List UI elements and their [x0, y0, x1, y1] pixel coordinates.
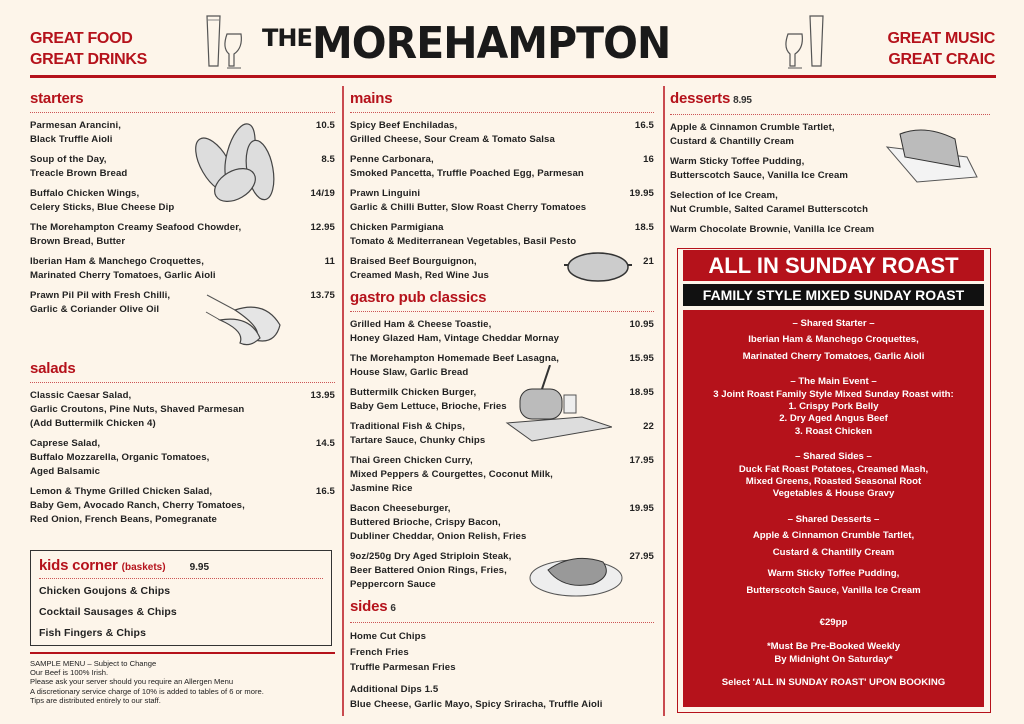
menu-item-description: Penne Carbonara, Smoked Pancetta, Truffle Poached Egg, Parmesan — [350, 154, 584, 179]
starters-section — [30, 90, 335, 323]
menu-item-description: Warm Chocolate Brownie, Vanilla Ice Cream — [670, 224, 875, 235]
menu-item-description: Apple & Cinnamon Crumble Tartlet, Custard & Chantilly Cream — [670, 122, 835, 147]
chicken-wings-illustration — [185, 115, 285, 210]
dotted-divider — [350, 622, 654, 623]
menu-item-description: Braised Beef Bourguignon, Creamed Mash, Red Wine Jus — [350, 256, 489, 281]
steak-illustration — [528, 548, 624, 600]
sunday-roast-subtitle: FAMILY STYLE MIXED SUNDAY ROAST — [683, 284, 984, 306]
menu-item-price: 10.5 — [315, 120, 335, 131]
menu-item-description: Grilled Ham & Cheese Toastie, Honey Glazed Ham, Vintage Cheddar Mornay — [350, 319, 560, 344]
menu-item-description: 9oz/250g Dry Aged Striploin Steak, Beer Battered Onion Rings, Fries, Peppercorn Sauce — [350, 551, 512, 590]
menu-item-description: The Morehampton Creamy Seafood Chowder, Brown Bread, Butter — [30, 222, 242, 247]
menu-item-price: 8.5 — [321, 154, 335, 165]
sunday-roast-price: €29pp — [819, 616, 848, 628]
menu-item-price: 21 — [643, 256, 654, 267]
menu-item-description: Classic Caesar Salad, Garlic Croutons, Pine Nuts, Shaved Parmesan (Add Buttermilk Chicken 4) — [30, 390, 245, 429]
menu-item — [350, 153, 654, 181]
menu-item — [30, 485, 335, 527]
dips-title: Additional Dips 1.5 — [350, 683, 439, 695]
menu-item-price: 18.5 — [634, 222, 654, 233]
dotted-divider — [30, 382, 335, 383]
menu-item — [350, 502, 654, 544]
desserts-price: 8.95 — [733, 95, 752, 106]
menu-item-price: 13.95 — [310, 390, 335, 401]
footer-notes: SAMPLE MENU – Subject to Change Our Beef is 100% Irish. Please ask your server should you require an Allergen Menu A discretionary service charge of 10% is added to tables of 6 or more. Tips are distributed entirely to our staff. — [30, 659, 264, 705]
list-item: Chicken Goujons & Chips — [39, 585, 171, 597]
right-tagline: GREAT MUSIC GREAT CRAIC — [887, 30, 995, 68]
section-title: gastro pub classics — [350, 289, 487, 306]
section-title: starters — [30, 90, 84, 107]
sunday-roast-details: – Shared Starter – Iberian Ham & Manchego Croquettes, Marinated Cherry Tomatoes, Garlic Aioli – The Main Event – 3 Joint Roast Family Style Mixed Sunday Roast with: 1. Crispy Pork Belly 2. Dry Aged Angus Beef 3. Roast Chicken – Shared Sides – Duck Fat Roast Potatoes, Creamed Mash, Mixed Greens, Roasted Seasonal Root Vegetables & House Gravy – Shared Desserts – Apple & Cinnamon Crumble Tartlet, Custard & Chantilly Cream Warm Sticky Toffee Pudding, Butterscotch Sauce, Vanilla Ice Cream €29pp *Must Be Pre-Booked Weekly By Midnight On Saturday* Select 'ALL IN SUNDAY ROAST' UPON BOOKING — [683, 310, 984, 707]
menu-item-description: Warm Sticky Toffee Pudding, Butterscotch Sauce, Vanilla Ice Cream — [670, 156, 849, 181]
menu-item-price: 15.95 — [629, 353, 654, 364]
section-title: salads — [30, 360, 76, 377]
menu-item-description: Bacon Cheeseburger, Buttered Brioche, Crispy Bacon, Dubliner Cheddar, Onion Relish, Fries — [350, 503, 527, 542]
menu-item-price: 17.95 — [629, 455, 654, 466]
menu-item — [670, 189, 990, 217]
dips-list: Blue Cheese, Garlic Mayo, Spicy Sriracha, Truffle Aioli — [350, 699, 603, 710]
left-tagline: GREAT FOOD GREAT DRINKS — [30, 30, 147, 68]
menu-item — [30, 389, 335, 431]
burger-illustration — [502, 365, 612, 445]
list-item: Home Cut Chips — [350, 631, 427, 642]
menu-item-description: Iberian Ham & Manchego Croquettes, Marinated Cherry Tomatoes, Garlic Aioli — [30, 256, 216, 281]
menu-item-description: Chicken Parmigiana Tomato & Mediterranean Vegetables, Basil Pesto — [350, 222, 577, 247]
menu-item-description: Caprese Salad, Buffalo Mozzarella, Organic Tomatoes, Aged Balsamic — [30, 438, 210, 477]
menu-item-price: 12.95 — [310, 222, 335, 233]
dotted-divider — [670, 114, 990, 115]
pan-illustration — [562, 245, 634, 290]
dotted-divider — [39, 578, 323, 579]
menu-item-price: 22 — [643, 421, 654, 432]
beer-glasses-icon — [203, 12, 249, 70]
brand-logo: THE MOREHAMPTON — [262, 18, 671, 69]
menu-item — [30, 255, 335, 283]
menu-item-description: Prawn Linguini Garlic & Chilli Butter, Slow Roast Cherry Tomatoes — [350, 188, 587, 213]
menu-item — [350, 187, 654, 215]
menu-item-description: Buttermilk Chicken Burger, Baby Gem Lettuce, Brioche, Fries — [350, 387, 507, 412]
menu-item — [350, 318, 654, 346]
menu-item-description: Thai Green Chicken Curry, Mixed Peppers & Courgettes, Coconut Milk, Jasmine Rice — [350, 455, 553, 494]
menu-item-description: The Morehampton Homemade Beef Lasagna, House Slaw, Garlic Bread — [350, 353, 560, 378]
menu-item-price: 10.95 — [629, 319, 654, 330]
prawns-illustration — [205, 290, 295, 350]
menu-item-price: 14/19 — [310, 188, 335, 199]
column-divider — [663, 86, 665, 716]
kids-price: 9.95 — [189, 562, 210, 573]
section-title: desserts 8.95 — [670, 90, 752, 107]
menu-item-price: 13.75 — [310, 290, 335, 301]
menu-item — [670, 223, 990, 237]
section-title: kids corner — [39, 557, 118, 574]
list-item: Cocktail Sausages & Chips — [39, 606, 177, 618]
booking-instruction: Select 'ALL IN SUNDAY ROAST' UPON BOOKING — [721, 677, 946, 689]
menu-item-description: Buffalo Chicken Wings, Celery Sticks, Blue Cheese Dip — [30, 188, 175, 213]
menu-item-price: 16.5 — [315, 486, 335, 497]
menu-item-price: 19.95 — [629, 503, 654, 514]
menu-item — [30, 221, 335, 249]
kids-subtitle: (baskets) — [121, 562, 166, 573]
menu-item-description: Parmesan Arancini, Black Truffle Aioli — [30, 120, 122, 145]
pie-slice-illustration — [882, 122, 982, 184]
dotted-divider — [350, 112, 654, 113]
sunday-roast-title: ALL IN SUNDAY ROAST — [683, 250, 984, 281]
menu-item-description: Prawn Pil Pil with Fresh Chilli, Garlic & Coriander Olive Oil — [30, 290, 171, 315]
salads-section — [30, 360, 335, 533]
list-item: Truffle Parmesan Fries — [350, 662, 456, 673]
menu-item-description: Selection of Ice Cream, Nut Crumble, Salted Caramel Butterscotch — [670, 190, 869, 215]
menu-item-description: Traditional Fish & Chips, Tartare Sauce, Chunky Chips — [350, 421, 486, 446]
menu-item-price: 27.95 — [629, 551, 654, 562]
menu-item — [30, 119, 335, 147]
menu-item-price: 11 — [324, 256, 335, 267]
menu-item — [30, 153, 335, 181]
dotted-divider — [30, 112, 335, 113]
menu-item-price: 19.95 — [629, 188, 654, 199]
section-title: sides 6 — [350, 598, 396, 615]
menu-item-price: 18.95 — [629, 387, 654, 398]
dotted-divider — [350, 311, 654, 312]
menu-item — [30, 437, 335, 479]
section-title: mains — [350, 90, 393, 107]
list-item: French Fries — [350, 646, 409, 658]
menu-item — [350, 119, 654, 147]
sides-price: 6 — [390, 603, 396, 614]
menu-item — [350, 454, 654, 496]
column-divider — [342, 86, 344, 716]
menu-item-description: Spicy Beef Enchiladas, Grilled Cheese, Sour Cream & Tomato Salsa — [350, 120, 555, 145]
header-divider — [30, 75, 996, 78]
beer-glasses-icon — [784, 12, 830, 70]
footer-divider — [30, 652, 335, 654]
menu-item-description: Lemon & Thyme Grilled Chicken Salad, Baby Gem, Avocado Ranch, Cherry Tomatoes, Red Onion, French Beans, Pomegranate — [30, 486, 245, 525]
menu-item-price: 16 — [643, 154, 654, 165]
list-item: Fish Fingers & Chips — [39, 627, 147, 639]
menu-item-description: Soup of the Day, Treacle Brown Bread — [30, 154, 128, 179]
menu-item-price: 16.5 — [634, 120, 654, 131]
menu-item-price: 14.5 — [315, 438, 335, 449]
kids-corner-box — [30, 550, 332, 646]
menu-item — [30, 187, 335, 215]
